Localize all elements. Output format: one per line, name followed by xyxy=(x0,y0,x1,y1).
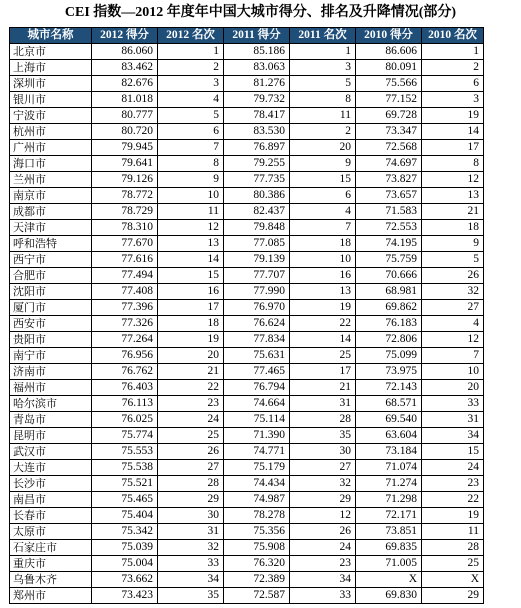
cell-score-2010: 75.099 xyxy=(356,348,422,364)
cell-score-2010: 74.195 xyxy=(356,236,422,252)
cell-rank-2011: 9 xyxy=(290,156,356,172)
cell-score-2012: 76.113 xyxy=(92,396,158,412)
cell-score-2010: 75.566 xyxy=(356,76,422,92)
cell-rank-2011: 16 xyxy=(290,268,356,284)
cell-city: 西安市 xyxy=(10,316,92,332)
cell-score-2010: 68.571 xyxy=(356,396,422,412)
cell-score-2012: 86.060 xyxy=(92,44,158,60)
cell-score-2010: 72.568 xyxy=(356,140,422,156)
cell-score-2010: 73.975 xyxy=(356,364,422,380)
table-row xyxy=(10,44,484,60)
cell-score-2010: 76.183 xyxy=(356,316,422,332)
cell-rank-2010: 20 xyxy=(422,380,484,396)
table-row xyxy=(10,172,484,188)
cell-score-2011: 75.631 xyxy=(224,348,290,364)
table-row xyxy=(10,124,484,140)
cell-score-2011: 72.587 xyxy=(224,588,290,604)
cell-score-2011: 80.386 xyxy=(224,188,290,204)
cell-rank-2011: 35 xyxy=(290,428,356,444)
cell-score-2011: 79.848 xyxy=(224,220,290,236)
cell-score-2010: 70.666 xyxy=(356,268,422,284)
cell-rank-2011: 20 xyxy=(290,140,356,156)
cell-city: 武汉市 xyxy=(10,444,92,460)
cell-score-2011: 79.139 xyxy=(224,252,290,268)
cell-rank-2011: 27 xyxy=(290,460,356,476)
table-row xyxy=(10,556,484,572)
cell-score-2011: 76.897 xyxy=(224,140,290,156)
cell-rank-2011: 11 xyxy=(290,108,356,124)
table-row xyxy=(10,140,484,156)
table-row xyxy=(10,316,484,332)
cell-score-2012: 80.777 xyxy=(92,108,158,124)
cell-rank-2011: 28 xyxy=(290,412,356,428)
cell-score-2012: 78.310 xyxy=(92,220,158,236)
cell-score-2011: 82.437 xyxy=(224,204,290,220)
cell-city: 南昌市 xyxy=(10,492,92,508)
cell-rank-2011: 14 xyxy=(290,332,356,348)
cell-city: 上海市 xyxy=(10,60,92,76)
cell-score-2011: 77.465 xyxy=(224,364,290,380)
cell-rank-2010: 28 xyxy=(422,540,484,556)
cell-score-2011: 74.987 xyxy=(224,492,290,508)
cell-rank-2011: 13 xyxy=(290,284,356,300)
cell-rank-2010: 19 xyxy=(422,508,484,524)
cell-score-2011: 77.707 xyxy=(224,268,290,284)
cell-rank-2010: 26 xyxy=(422,268,484,284)
table-row xyxy=(10,332,484,348)
cell-rank-2012: 34 xyxy=(158,572,224,588)
cell-rank-2011: 21 xyxy=(290,380,356,396)
cell-rank-2012: 33 xyxy=(158,556,224,572)
cell-rank-2011: 10 xyxy=(290,252,356,268)
cell-rank-2010: 19 xyxy=(422,108,484,124)
ranking-table xyxy=(9,27,484,604)
cell-rank-2012: 24 xyxy=(158,412,224,428)
cell-rank-2011: 31 xyxy=(290,396,356,412)
cell-score-2012: 77.326 xyxy=(92,316,158,332)
cell-rank-2010: 5 xyxy=(422,252,484,268)
cell-score-2011: 77.085 xyxy=(224,236,290,252)
table-row xyxy=(10,492,484,508)
table-row xyxy=(10,396,484,412)
cell-score-2012: 79.641 xyxy=(92,156,158,172)
cell-rank-2012: 12 xyxy=(158,220,224,236)
cell-score-2010: 72.143 xyxy=(356,380,422,396)
header-row xyxy=(10,28,484,44)
cell-score-2011: 74.664 xyxy=(224,396,290,412)
cell-rank-2012: 1 xyxy=(158,44,224,60)
table-row xyxy=(10,92,484,108)
cell-score-2012: 79.945 xyxy=(92,140,158,156)
cell-rank-2010: 14 xyxy=(422,124,484,140)
cell-rank-2011: 25 xyxy=(290,348,356,364)
cell-city: 乌鲁木齐 xyxy=(10,572,92,588)
cell-city: 呼和浩特 xyxy=(10,236,92,252)
cell-rank-2012: 18 xyxy=(158,316,224,332)
cell-score-2012: 78.729 xyxy=(92,204,158,220)
cell-rank-2011: 32 xyxy=(290,476,356,492)
cell-rank-2010: 32 xyxy=(422,284,484,300)
cell-score-2012: 75.538 xyxy=(92,460,158,476)
cell-rank-2010: 4 xyxy=(422,316,484,332)
cell-rank-2012: 10 xyxy=(158,188,224,204)
cell-score-2012: 75.465 xyxy=(92,492,158,508)
cell-score-2012: 77.408 xyxy=(92,284,158,300)
cell-score-2012: 77.396 xyxy=(92,300,158,316)
cell-rank-2010: 27 xyxy=(422,300,484,316)
table-row xyxy=(10,252,484,268)
cell-rank-2012: 20 xyxy=(158,348,224,364)
cell-score-2012: 75.404 xyxy=(92,508,158,524)
cell-rank-2012: 17 xyxy=(158,300,224,316)
table-row xyxy=(10,380,484,396)
table-row xyxy=(10,284,484,300)
cell-city: 天津市 xyxy=(10,220,92,236)
cell-rank-2010: 34 xyxy=(422,428,484,444)
cell-score-2011: 78.417 xyxy=(224,108,290,124)
header-2012-score: 2012 得分 xyxy=(92,28,158,44)
table-row xyxy=(10,204,484,220)
cell-city: 石家庄市 xyxy=(10,540,92,556)
cell-city: 杭州市 xyxy=(10,124,92,140)
table-row xyxy=(10,524,484,540)
cell-score-2010: 71.298 xyxy=(356,492,422,508)
cell-rank-2011: 4 xyxy=(290,204,356,220)
cell-city: 宁波市 xyxy=(10,108,92,124)
cell-score-2012: 75.004 xyxy=(92,556,158,572)
cell-rank-2011: 8 xyxy=(290,92,356,108)
cell-rank-2011: 5 xyxy=(290,76,356,92)
table-row xyxy=(10,108,484,124)
cell-rank-2011: 6 xyxy=(290,188,356,204)
cell-city: 长春市 xyxy=(10,508,92,524)
cell-score-2011: 75.908 xyxy=(224,540,290,556)
cell-rank-2012: 13 xyxy=(158,236,224,252)
cell-rank-2010: 13 xyxy=(422,188,484,204)
cell-rank-2012: 26 xyxy=(158,444,224,460)
table-row xyxy=(10,588,484,604)
cell-score-2010: 72.553 xyxy=(356,220,422,236)
cell-rank-2012: 16 xyxy=(158,284,224,300)
cell-rank-2012: 29 xyxy=(158,492,224,508)
cell-city: 青岛市 xyxy=(10,412,92,428)
cell-city: 济南市 xyxy=(10,364,92,380)
header-2010-rank: 2010 名次 xyxy=(422,28,484,44)
table-row xyxy=(10,412,484,428)
cell-score-2012: 75.553 xyxy=(92,444,158,460)
cell-rank-2011: 30 xyxy=(290,444,356,460)
cell-score-2012: 78.772 xyxy=(92,188,158,204)
cell-city: 福州市 xyxy=(10,380,92,396)
cell-score-2011: 79.255 xyxy=(224,156,290,172)
cell-city: 大连市 xyxy=(10,460,92,476)
cell-score-2010: 72.171 xyxy=(356,508,422,524)
table-row xyxy=(10,476,484,492)
cell-rank-2011: 26 xyxy=(290,524,356,540)
cell-rank-2011: 33 xyxy=(290,588,356,604)
header-city: 城市名称 xyxy=(10,28,92,44)
cell-score-2011: 76.794 xyxy=(224,380,290,396)
table-row xyxy=(10,508,484,524)
cell-city: 长沙市 xyxy=(10,476,92,492)
cell-score-2012: 82.676 xyxy=(92,76,158,92)
cell-rank-2012: 9 xyxy=(158,172,224,188)
cell-city: 郑州市 xyxy=(10,588,92,604)
cell-rank-2011: 22 xyxy=(290,316,356,332)
table-row xyxy=(10,460,484,476)
table-row xyxy=(10,76,484,92)
cell-score-2010: 86.606 xyxy=(356,44,422,60)
cell-score-2010: 73.184 xyxy=(356,444,422,460)
cell-city: 西宁市 xyxy=(10,252,92,268)
cell-rank-2012: 3 xyxy=(158,76,224,92)
cell-rank-2012: 35 xyxy=(158,588,224,604)
cell-score-2011: 81.276 xyxy=(224,76,290,92)
cell-score-2010: 69.540 xyxy=(356,412,422,428)
cell-rank-2012: 23 xyxy=(158,396,224,412)
cell-rank-2012: 25 xyxy=(158,428,224,444)
cell-city: 北京市 xyxy=(10,44,92,60)
header-2012-rank: 2012 名次 xyxy=(158,28,224,44)
cell-rank-2010: 17 xyxy=(422,140,484,156)
cell-rank-2010: 18 xyxy=(422,220,484,236)
cell-rank-2010: 22 xyxy=(422,492,484,508)
cell-score-2010: 73.347 xyxy=(356,124,422,140)
table-row xyxy=(10,428,484,444)
cell-city: 合肥市 xyxy=(10,268,92,284)
cell-rank-2011: 7 xyxy=(290,220,356,236)
cell-score-2010: 71.274 xyxy=(356,476,422,492)
cell-score-2011: 77.990 xyxy=(224,284,290,300)
cell-score-2011: 85.186 xyxy=(224,44,290,60)
header-2010-score: 2010 得分 xyxy=(356,28,422,44)
cell-score-2012: 76.762 xyxy=(92,364,158,380)
cell-rank-2010: 31 xyxy=(422,412,484,428)
table-row xyxy=(10,540,484,556)
cell-rank-2012: 31 xyxy=(158,524,224,540)
cell-rank-2010: 24 xyxy=(422,460,484,476)
cell-rank-2012: 30 xyxy=(158,508,224,524)
cell-rank-2010: 3 xyxy=(422,92,484,108)
cell-score-2012: 75.521 xyxy=(92,476,158,492)
cell-rank-2010: 12 xyxy=(422,332,484,348)
table-row xyxy=(10,220,484,236)
table-row xyxy=(10,188,484,204)
cell-rank-2012: 15 xyxy=(158,268,224,284)
cell-score-2012: 81.018 xyxy=(92,92,158,108)
cell-rank-2011: 2 xyxy=(290,124,356,140)
cell-rank-2012: 19 xyxy=(158,332,224,348)
cell-city: 沈阳市 xyxy=(10,284,92,300)
cell-score-2010: 68.981 xyxy=(356,284,422,300)
cell-score-2011: 77.735 xyxy=(224,172,290,188)
table-row xyxy=(10,348,484,364)
cell-score-2012: 75.039 xyxy=(92,540,158,556)
cell-score-2010: 72.806 xyxy=(356,332,422,348)
cell-rank-2012: 32 xyxy=(158,540,224,556)
cell-score-2010: 71.074 xyxy=(356,460,422,476)
cell-score-2012: 76.403 xyxy=(92,380,158,396)
cell-rank-2010: X xyxy=(422,572,484,588)
cell-score-2012: 77.494 xyxy=(92,268,158,284)
cell-score-2012: 77.616 xyxy=(92,252,158,268)
cell-score-2011: 79.732 xyxy=(224,92,290,108)
cell-score-2010: 77.152 xyxy=(356,92,422,108)
cell-score-2010: 69.830 xyxy=(356,588,422,604)
cell-rank-2011: 18 xyxy=(290,236,356,252)
cell-rank-2011: 12 xyxy=(290,508,356,524)
cell-score-2011: 71.390 xyxy=(224,428,290,444)
table-row xyxy=(10,572,484,588)
cell-score-2011: 83.530 xyxy=(224,124,290,140)
cell-rank-2010: 10 xyxy=(422,364,484,380)
cell-score-2012: 83.462 xyxy=(92,60,158,76)
cell-score-2011: 76.320 xyxy=(224,556,290,572)
cell-rank-2010: 21 xyxy=(422,204,484,220)
cell-score-2010: 75.759 xyxy=(356,252,422,268)
cell-score-2012: 73.423 xyxy=(92,588,158,604)
cell-rank-2012: 11 xyxy=(158,204,224,220)
cell-score-2010: 73.827 xyxy=(356,172,422,188)
table-row xyxy=(10,60,484,76)
cell-city: 昆明市 xyxy=(10,428,92,444)
cell-score-2010: 71.583 xyxy=(356,204,422,220)
cell-score-2010: 69.835 xyxy=(356,540,422,556)
cell-city: 成都市 xyxy=(10,204,92,220)
cell-score-2010: 73.657 xyxy=(356,188,422,204)
cell-rank-2011: 3 xyxy=(290,60,356,76)
cell-city: 南宁市 xyxy=(10,348,92,364)
cell-score-2012: 75.774 xyxy=(92,428,158,444)
header-2011-score: 2011 得分 xyxy=(224,28,290,44)
cell-score-2011: 74.771 xyxy=(224,444,290,460)
cell-rank-2011: 34 xyxy=(290,572,356,588)
cell-rank-2010: 6 xyxy=(422,76,484,92)
cell-score-2010: 69.862 xyxy=(356,300,422,316)
cell-rank-2011: 29 xyxy=(290,492,356,508)
cell-city: 厦门市 xyxy=(10,300,92,316)
cell-score-2010: X xyxy=(356,572,422,588)
cell-rank-2011: 15 xyxy=(290,172,356,188)
table-row xyxy=(10,300,484,316)
cell-rank-2012: 21 xyxy=(158,364,224,380)
cell-rank-2010: 7 xyxy=(422,348,484,364)
cell-score-2012: 75.342 xyxy=(92,524,158,540)
cell-city: 太原市 xyxy=(10,524,92,540)
cell-score-2010: 80.091 xyxy=(356,60,422,76)
cell-score-2012: 77.670 xyxy=(92,236,158,252)
cell-score-2010: 74.697 xyxy=(356,156,422,172)
table-row xyxy=(10,236,484,252)
cell-score-2011: 77.834 xyxy=(224,332,290,348)
cell-rank-2010: 1 xyxy=(422,44,484,60)
cell-rank-2012: 8 xyxy=(158,156,224,172)
cell-rank-2011: 19 xyxy=(290,300,356,316)
cell-rank-2012: 27 xyxy=(158,460,224,476)
cell-rank-2010: 25 xyxy=(422,556,484,572)
cell-score-2011: 75.356 xyxy=(224,524,290,540)
cell-score-2011: 75.114 xyxy=(224,412,290,428)
cell-score-2011: 76.970 xyxy=(224,300,290,316)
cell-rank-2011: 24 xyxy=(290,540,356,556)
cell-score-2011: 75.179 xyxy=(224,460,290,476)
table-row xyxy=(10,156,484,172)
cell-rank-2012: 4 xyxy=(158,92,224,108)
cell-rank-2010: 29 xyxy=(422,588,484,604)
cell-rank-2011: 1 xyxy=(290,44,356,60)
cell-score-2010: 69.728 xyxy=(356,108,422,124)
cell-rank-2010: 33 xyxy=(422,396,484,412)
cell-score-2012: 79.126 xyxy=(92,172,158,188)
cell-score-2012: 73.662 xyxy=(92,572,158,588)
cell-city: 银川市 xyxy=(10,92,92,108)
cell-rank-2011: 23 xyxy=(290,556,356,572)
cell-rank-2012: 2 xyxy=(158,60,224,76)
cell-score-2012: 76.025 xyxy=(92,412,158,428)
cell-rank-2012: 14 xyxy=(158,252,224,268)
cell-city: 贵阳市 xyxy=(10,332,92,348)
cell-rank-2012: 5 xyxy=(158,108,224,124)
cell-city: 重庆市 xyxy=(10,556,92,572)
cell-rank-2012: 28 xyxy=(158,476,224,492)
cell-city: 南京市 xyxy=(10,188,92,204)
header-2011-rank: 2011 名次 xyxy=(290,28,356,44)
cell-score-2011: 74.434 xyxy=(224,476,290,492)
cell-score-2011: 83.063 xyxy=(224,60,290,76)
cell-score-2012: 77.264 xyxy=(92,332,158,348)
cell-rank-2010: 23 xyxy=(422,476,484,492)
cell-rank-2012: 6 xyxy=(158,124,224,140)
cell-city: 深圳市 xyxy=(10,76,92,92)
cell-rank-2010: 12 xyxy=(422,172,484,188)
cell-score-2011: 72.389 xyxy=(224,572,290,588)
table-row xyxy=(10,444,484,460)
table-row xyxy=(10,268,484,284)
cell-city: 兰州市 xyxy=(10,172,92,188)
cell-city: 广州市 xyxy=(10,140,92,156)
cell-rank-2010: 15 xyxy=(422,444,484,460)
table-title: CEI 指数—2012 年度年中国大城市得分、排名及升降情况(部分) xyxy=(64,5,457,20)
cell-rank-2012: 22 xyxy=(158,380,224,396)
cell-rank-2010: 8 xyxy=(422,156,484,172)
cell-rank-2010: 11 xyxy=(422,524,484,540)
cell-city: 哈尔滨市 xyxy=(10,396,92,412)
cell-score-2012: 80.720 xyxy=(92,124,158,140)
cell-city: 海口市 xyxy=(10,156,92,172)
cell-score-2010: 63.604 xyxy=(356,428,422,444)
cell-rank-2012: 7 xyxy=(158,140,224,156)
cell-rank-2010: 2 xyxy=(422,60,484,76)
cell-score-2010: 71.005 xyxy=(356,556,422,572)
cell-score-2011: 78.278 xyxy=(224,508,290,524)
table-row xyxy=(10,364,484,380)
cell-score-2012: 76.956 xyxy=(92,348,158,364)
cell-rank-2011: 17 xyxy=(290,364,356,380)
cell-score-2010: 73.851 xyxy=(356,524,422,540)
cell-score-2011: 76.624 xyxy=(224,316,290,332)
cell-rank-2010: 9 xyxy=(422,236,484,252)
